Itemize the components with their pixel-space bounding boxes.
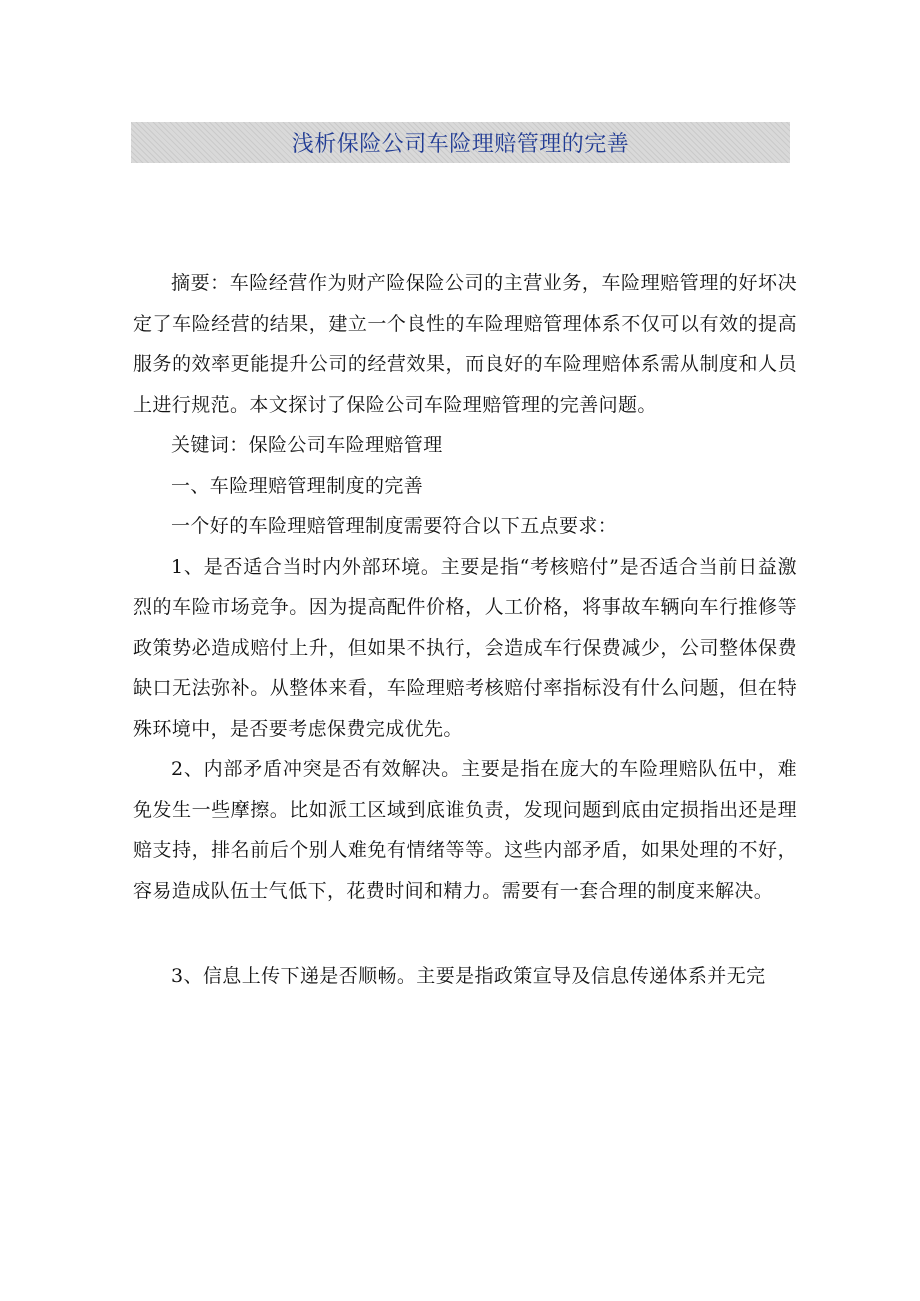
requirements-intro-paragraph: 一个好的车险理赔管理制度需要符合以下五点要求： <box>171 515 618 537</box>
document-body <box>133 263 797 997</box>
point-1-paragraph: 1、是否适合当时内外部环境。主要是指“考核赔付”是否适合当前日益激烈的车险市场竞争。因为提高配件价格，人工价格，将事故车辆向车行推修等政策势必造成赔付上升，但如果不执行，会造成车行保费减少，公司整体保费缺口无法弥补。从整体来看，车险理赔考核赔付率指标没有什么问题，但在特殊环境中，是否要考虑保费完成优先。 <box>133 555 797 740</box>
document-title: 浅析保险公司车险理赔管理的完善 <box>291 132 630 157</box>
section-heading: 一、车险理赔管理制度的完善 <box>171 474 424 497</box>
point-2-paragraph: 2、内部矛盾冲突是否有效解决。主要是指在庞大的车险理赔队伍中，难免发生一些摩擦。比如派工区域到底谁负责，发现问题到底由定损指出还是理赔支持，排名前后个别人难免有情绪等等。这些内部矛盾，如果处理的不好，容易造成队伍士气低下，花费时间和精力。需要有一套合理的制度来解决。 <box>133 758 797 902</box>
keywords-paragraph: 关键词：保险公司车险理赔管理 <box>171 434 443 456</box>
title-banner <box>131 122 790 163</box>
point-3-paragraph: 3、信息上传下递是否顺畅。主要是指政策宣导及信息传递体系并无完 <box>171 965 766 987</box>
abstract-paragraph: 摘要：车险经营作为财产险保险公司的主营业务，车险理赔管理的好坏决定了车险经营的结果，建立一个良性的车险理赔管理体系不仅可以有效的提高服务的效率更能提升公司的经营效果，而良好的车险理赔体系需从制度和人员上进行规范。本文探讨了保险公司车险理赔管理的完善问题。 <box>133 272 797 416</box>
